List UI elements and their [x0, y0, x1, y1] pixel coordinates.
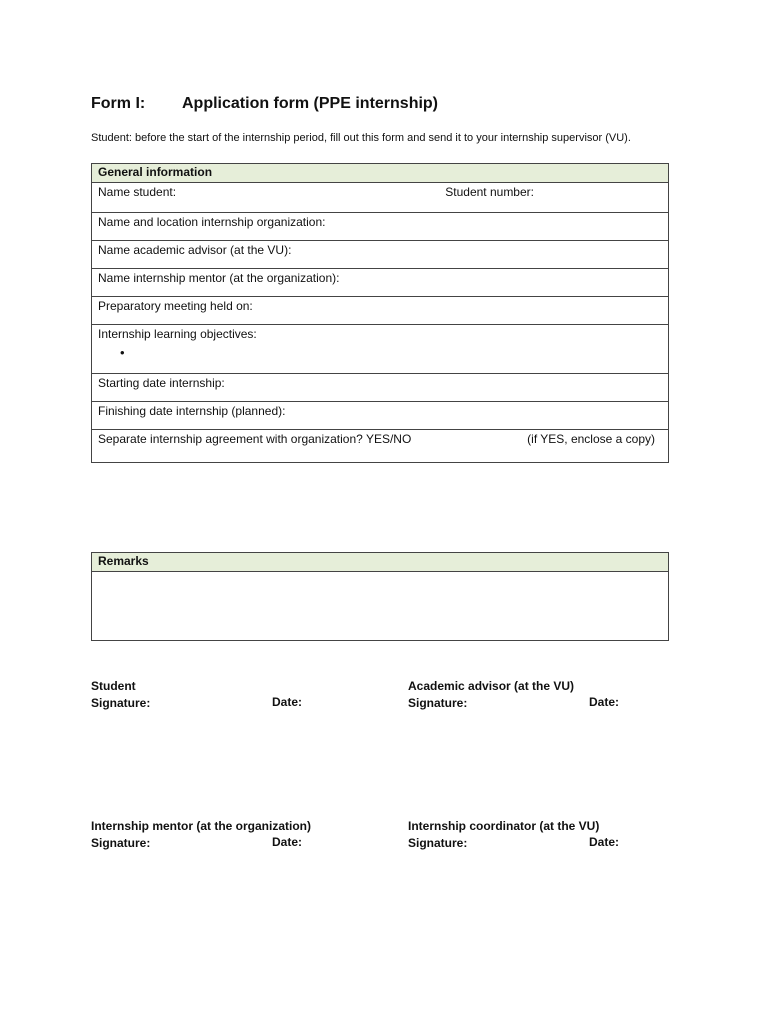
learning-objectives-field[interactable] — [92, 325, 669, 374]
intro-text: Student: before the start of the internship period, fill out this form and send it to your internship supervisor (VU). — [91, 132, 631, 144]
name-student-label: Name student: — [98, 185, 177, 199]
preparatory-meeting-field[interactable] — [92, 297, 669, 325]
agreement-note: (if YES, enclose a copy) — [527, 432, 655, 446]
objective-bullet: • — [120, 345, 125, 360]
advisor-signature-label: Signature: — [408, 696, 468, 710]
academic-advisor-field[interactable] — [92, 241, 669, 269]
mentor-signature-block — [91, 818, 351, 852]
remarks-table — [91, 552, 669, 641]
name-student-field[interactable] — [92, 183, 669, 213]
student-heading: Student — [91, 679, 136, 693]
start-date-field[interactable] — [92, 374, 669, 402]
student-number-label: Student number: — [445, 185, 534, 199]
mentor-label: Name internship mentor (at the organization): — [98, 271, 340, 285]
preparatory-meeting-label: Preparatory meeting held on: — [98, 299, 253, 313]
general-information-heading: General information — [92, 164, 669, 183]
learning-objectives-label: Internship learning objectives: — [98, 327, 257, 341]
agreement-field[interactable] — [92, 430, 669, 463]
student-signature-label: Signature: — [91, 696, 151, 710]
student-date-label: Date: — [272, 695, 303, 709]
mentor-date-label: Date: — [272, 835, 303, 849]
organization-label: Name and location internship organization: — [98, 215, 326, 229]
form-title: Application form (PPE internship) — [182, 95, 439, 112]
coordinator-signature-label: Signature: — [408, 836, 468, 850]
organization-field[interactable] — [92, 213, 669, 241]
start-date-label: Starting date internship: — [98, 376, 225, 390]
mentor-field[interactable] — [92, 269, 669, 297]
agreement-label: Separate internship agreement with organization? YES/NO — [98, 432, 412, 446]
academic-advisor-label: Name academic advisor (at the VU): — [98, 243, 292, 257]
finish-date-field[interactable] — [92, 402, 669, 430]
remarks-field[interactable] — [92, 572, 669, 641]
form-number: Form I: — [91, 95, 146, 112]
remarks-heading: Remarks — [92, 553, 669, 572]
advisor-date-label: Date: — [589, 695, 620, 709]
general-information-table — [91, 163, 669, 463]
mentor-heading: Internship mentor (at the organization) — [91, 819, 312, 833]
advisor-signature-block — [408, 678, 648, 712]
advisor-heading: Academic advisor (at the VU) — [408, 679, 575, 693]
mentor-signature-label: Signature: — [91, 836, 151, 850]
coordinator-signature-block — [408, 818, 648, 852]
coordinator-date-label: Date: — [589, 835, 620, 849]
coordinator-heading: Internship coordinator (at the VU) — [408, 819, 600, 833]
finish-date-label: Finishing date internship (planned): — [98, 404, 286, 418]
student-signature-block — [91, 678, 331, 712]
